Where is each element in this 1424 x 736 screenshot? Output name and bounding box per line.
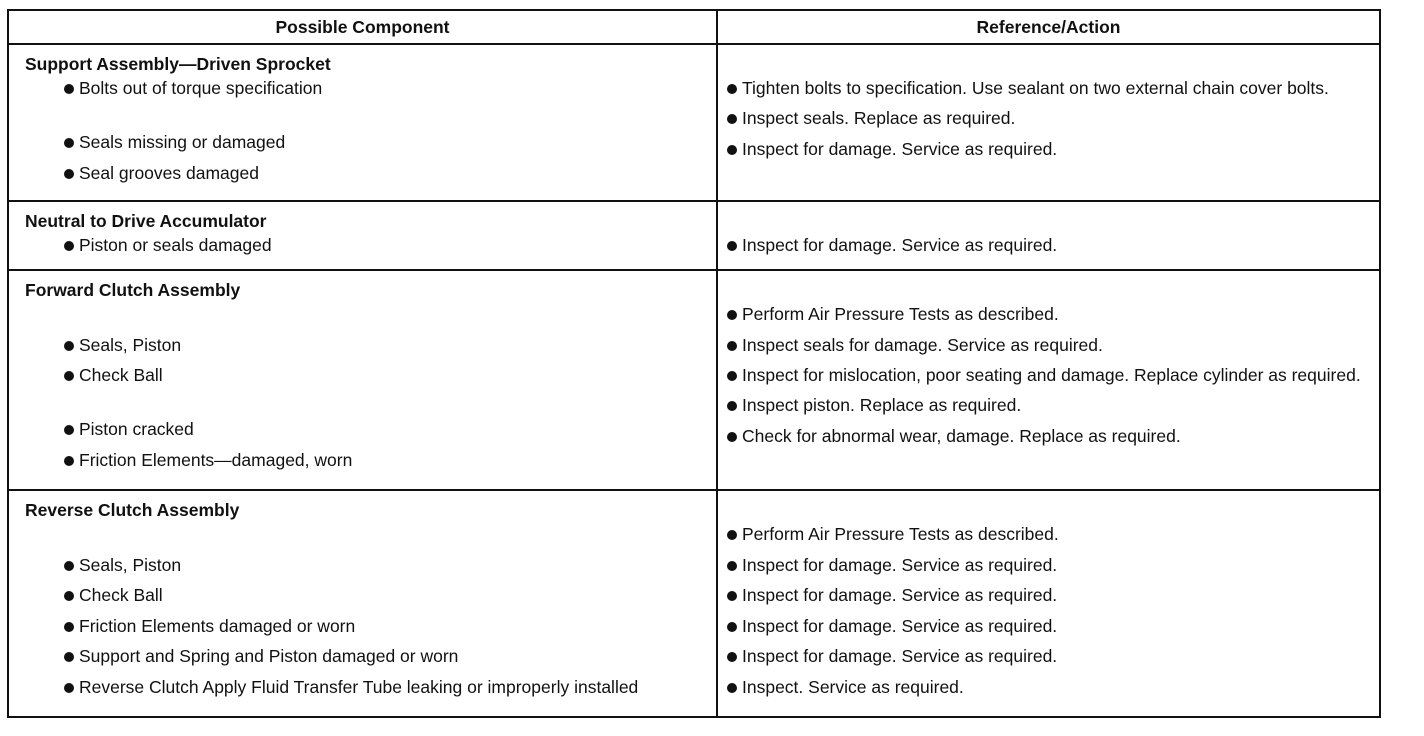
action-cell bbox=[717, 490, 1380, 717]
action-item: Inspect for damage. Service as required. bbox=[718, 233, 1379, 257]
bullet-icon bbox=[727, 561, 737, 571]
bullet-icon bbox=[727, 530, 737, 540]
bullet-icon bbox=[727, 622, 737, 632]
action-item: Inspect for damage. Service as required. bbox=[718, 614, 1379, 638]
action-item: Perform Air Pressure Tests as described. bbox=[718, 302, 1379, 326]
bullet-icon bbox=[64, 425, 74, 435]
action-item: Tighten bolts to specification. Use sealant on two external chain cover bolts. bbox=[718, 76, 1379, 100]
bullet-icon bbox=[727, 114, 737, 124]
action-item: Inspect for mislocation, poor seating and damage. Replace cylinder as required. bbox=[718, 363, 1379, 387]
header-action: Reference/Action bbox=[717, 10, 1380, 44]
bullet-icon bbox=[64, 241, 74, 251]
header-component: Possible Component bbox=[8, 10, 717, 44]
action-item: Inspect for damage. Service as required. bbox=[718, 137, 1379, 161]
bullet-icon bbox=[64, 683, 74, 693]
bullet-icon bbox=[727, 432, 737, 442]
bullet-icon bbox=[64, 341, 74, 351]
bullet-icon bbox=[64, 561, 74, 571]
component-item: Piston or seals damaged bbox=[9, 233, 716, 257]
component-item: Seals, Piston bbox=[9, 333, 716, 357]
component-item: Support and Spring and Piston damaged or worn bbox=[9, 644, 716, 668]
group-row-forward-clutch bbox=[8, 270, 1380, 490]
component-item: Bolts out of torque specification bbox=[9, 76, 716, 100]
action-item: Inspect for damage. Service as required. bbox=[718, 583, 1379, 607]
bullet-icon bbox=[727, 401, 737, 411]
action-item: Inspect seals for damage. Service as required. bbox=[718, 333, 1379, 357]
group-heading: Reverse Clutch Assembly bbox=[25, 500, 240, 521]
bullet-icon bbox=[64, 622, 74, 632]
action-cell bbox=[717, 201, 1380, 271]
group-row-neutral-accumulator bbox=[8, 201, 1380, 271]
bullet-icon bbox=[727, 591, 737, 601]
component-cell bbox=[8, 490, 717, 717]
header-row bbox=[8, 10, 1380, 44]
bullet-icon bbox=[64, 371, 74, 381]
group-heading: Forward Clutch Assembly bbox=[25, 280, 241, 301]
component-cell bbox=[8, 201, 717, 271]
group-heading: Neutral to Drive Accumulator bbox=[25, 210, 267, 231]
action-item: Check for abnormal wear, damage. Replace as required. bbox=[718, 424, 1379, 448]
action-cell bbox=[717, 44, 1380, 201]
bullet-icon bbox=[727, 84, 737, 94]
bullet-icon bbox=[727, 310, 737, 320]
component-cell bbox=[8, 270, 717, 490]
action-item: Inspect piston. Replace as required. bbox=[718, 393, 1379, 417]
bullet-icon bbox=[727, 683, 737, 693]
bullet-icon bbox=[64, 169, 74, 179]
component-item: Reverse Clutch Apply Fluid Transfer Tube leaking or improperly installed bbox=[9, 675, 716, 699]
action-item: Inspect for damage. Service as required. bbox=[718, 553, 1379, 577]
bullet-icon bbox=[64, 84, 74, 94]
component-item: Friction Elements—damaged, worn bbox=[9, 448, 716, 472]
bullet-icon bbox=[64, 591, 74, 601]
action-item: Perform Air Pressure Tests as described. bbox=[718, 522, 1379, 546]
action-item: Inspect for damage. Service as required. bbox=[718, 644, 1379, 668]
component-item: Piston cracked bbox=[9, 417, 716, 441]
group-row-reverse-clutch bbox=[8, 490, 1380, 717]
group-heading: Support Assembly—Driven Sprocket bbox=[25, 54, 331, 74]
component-item: Check Ball bbox=[9, 363, 716, 387]
component-item: Check Ball bbox=[9, 583, 716, 607]
bullet-icon bbox=[64, 456, 74, 466]
bullet-icon bbox=[727, 241, 737, 251]
diagnosis-table bbox=[7, 9, 1381, 718]
bullet-icon bbox=[727, 145, 737, 155]
component-item: Seal grooves damaged bbox=[9, 161, 716, 185]
bullet-icon bbox=[64, 652, 74, 662]
component-item: Seals missing or damaged bbox=[9, 130, 716, 154]
action-cell bbox=[717, 270, 1380, 490]
bullet-icon bbox=[727, 371, 737, 381]
bullet-icon bbox=[64, 138, 74, 148]
action-item: Inspect. Service as required. bbox=[718, 675, 1379, 699]
component-item: Friction Elements damaged or worn bbox=[9, 614, 716, 638]
group-row-support-assembly bbox=[8, 44, 1380, 201]
component-item: Seals, Piston bbox=[9, 553, 716, 577]
component-cell bbox=[8, 44, 717, 201]
bullet-icon bbox=[727, 652, 737, 662]
action-item: Inspect seals. Replace as required. bbox=[718, 106, 1379, 130]
bullet-icon bbox=[727, 341, 737, 351]
